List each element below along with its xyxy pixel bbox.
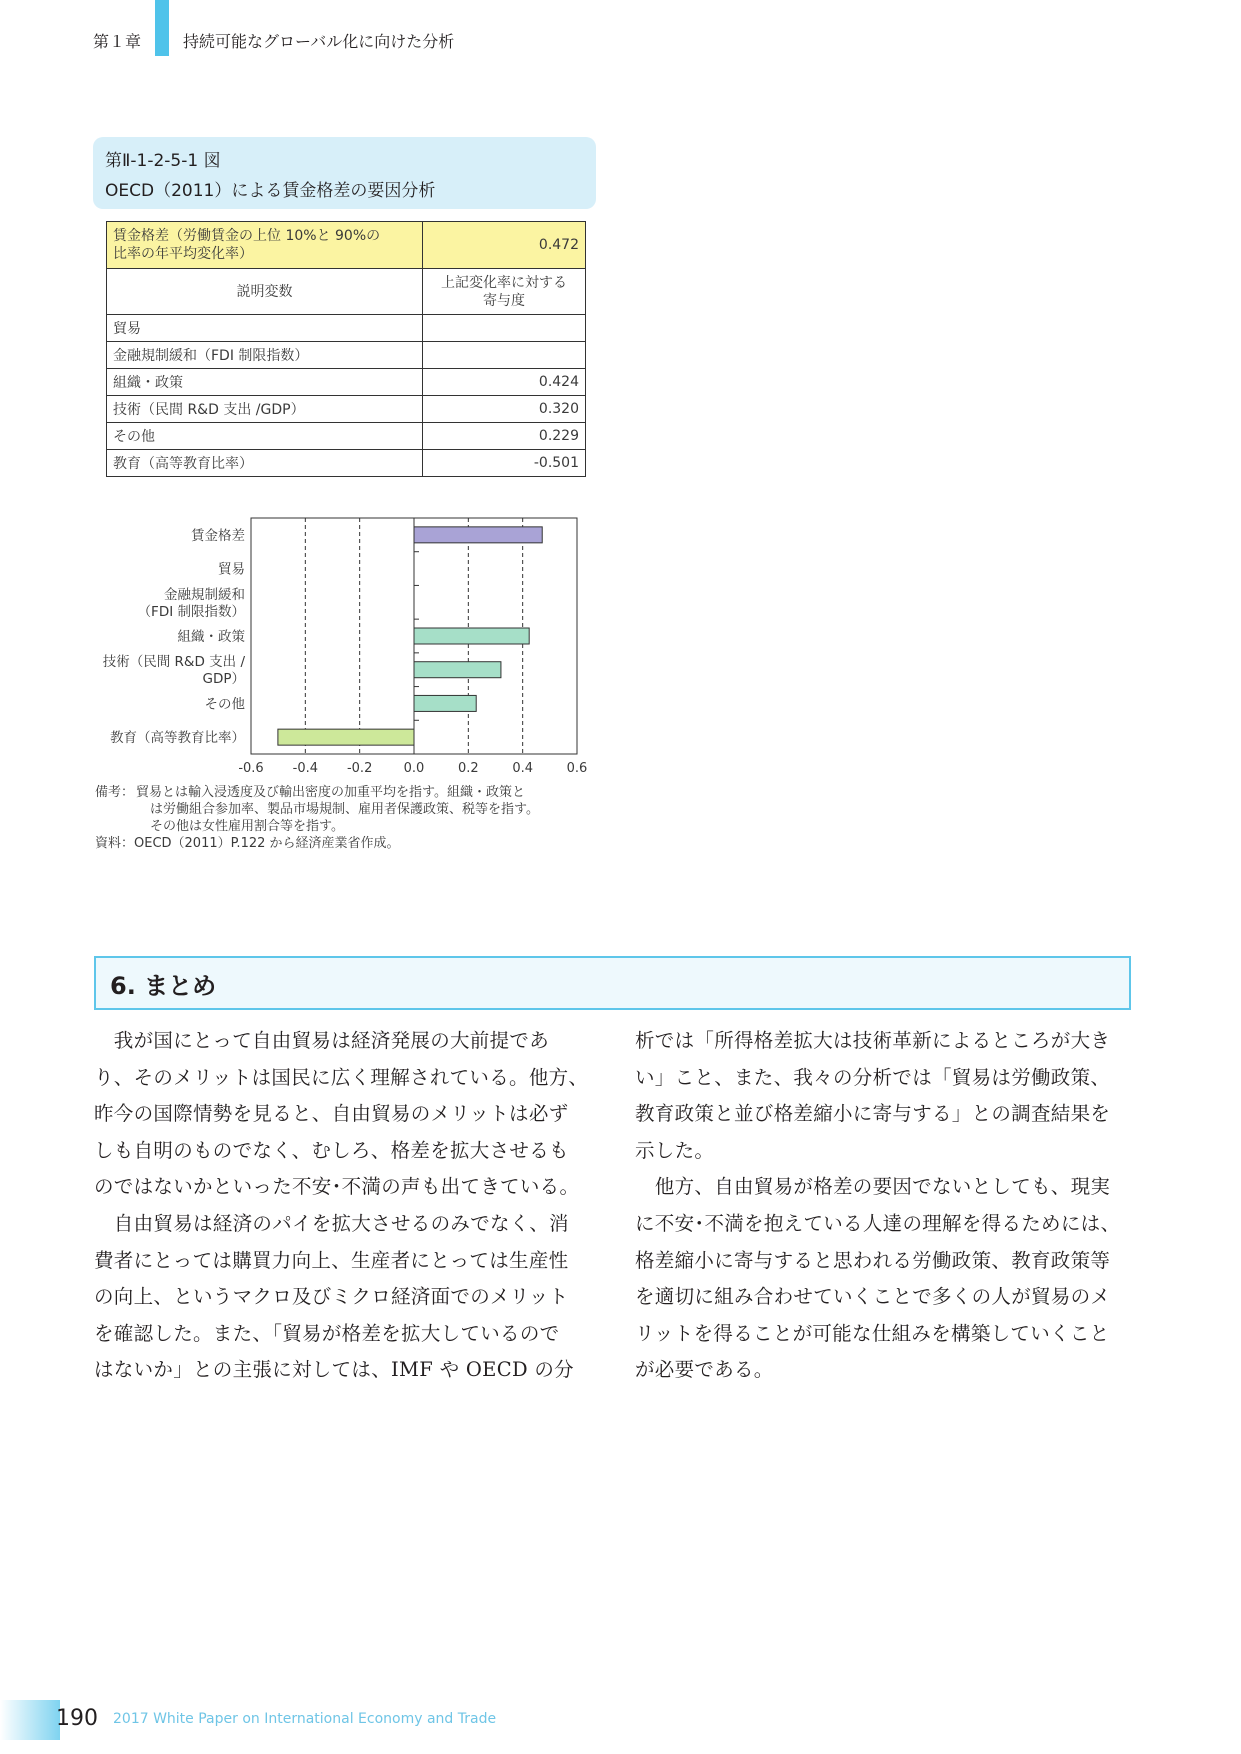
notes-text: その他は女性雇用割合等を指す。 <box>150 819 344 834</box>
table-row <box>107 369 586 396</box>
category-label: 賃金格差 <box>191 527 245 544</box>
table-label-line: 比率の年平均変化率） <box>113 246 253 262</box>
category-label: GDP） <box>202 671 245 688</box>
source-text: 資料：OECD（2011）P.122 から経済産業省作成。 <box>95 836 400 851</box>
body-text-line: が必要である。 <box>635 1358 774 1382</box>
body-text-line: 析では「所得格差拡大は技術革新によるところが大き <box>635 1029 1111 1052</box>
body-text-line: しも自明のものでなく、むしろ、格差を拡大させるも <box>94 1138 569 1162</box>
table-cell-label: 教育（高等教育比率） <box>107 450 423 477</box>
notes-label: 備考： <box>95 785 135 800</box>
footer-title: 2017 White Paper on International Economy and Trade <box>113 1711 497 1727</box>
x-tick-label: 0.6 <box>566 761 588 776</box>
x-tick-label: 0.0 <box>403 761 425 776</box>
page-number: 190 <box>56 1706 98 1731</box>
table-row <box>107 396 586 423</box>
table-cell-label: その他 <box>107 423 423 450</box>
table-cell-value: 0.424 <box>423 369 586 396</box>
table-cell-value: 0.320 <box>423 396 586 423</box>
x-tick-label: -0.2 <box>346 761 373 776</box>
category-label: 組織・政策 <box>177 629 245 645</box>
table-header-line: 上記変化率に対する <box>441 274 567 291</box>
chapter-title: 持続可能なグローバル化に向けた分析 <box>183 32 455 51</box>
table-cell-label: 組織・政策 <box>107 369 423 396</box>
category-label: 技術（民間 R&D 支出 / <box>102 654 245 671</box>
body-text-line: に不安･不満を抱えている人達の理解を得るためには、 <box>635 1212 1121 1235</box>
notes-text: は労働組合参加率、製品市場規制、雇用者保護政策、税等を指す。 <box>150 802 539 817</box>
section-heading: 6. まとめ <box>110 972 217 1000</box>
bar <box>414 628 529 644</box>
body-text-line: を適切に組み合わせていくことで多くの人が貿易のメ <box>635 1285 1111 1309</box>
body-text-line: 昨今の国際情勢を見ると、自由貿易のメリットは必ず <box>94 1102 569 1126</box>
table-header-row <box>107 269 586 315</box>
body-text-line: 格差縮小に寄与すると思われる労働政策、教育政策等 <box>635 1248 1111 1272</box>
category-label: 貿易 <box>218 561 245 578</box>
x-tick-label: 0.2 <box>457 761 479 776</box>
table-cell-value: -0.501 <box>423 450 586 477</box>
x-tick-label: -0.6 <box>238 761 264 776</box>
table-row <box>107 423 586 450</box>
table-row <box>107 450 586 477</box>
table-cell-value: 0.472 <box>423 222 586 269</box>
factor-table <box>106 221 586 477</box>
body-text-line: 我が国にとって自由貿易は経済発展の大前提であ <box>94 1029 550 1052</box>
bar <box>414 662 501 678</box>
body-text-line: 示した。 <box>635 1138 715 1162</box>
body-text-line: り、そのメリットは国民に広く理解されている。他方、 <box>94 1065 589 1089</box>
table-cell-label: 金融規制緩和（FDI 制限指数） <box>107 342 423 369</box>
x-tick-label: 0.4 <box>512 761 534 776</box>
table-cell-value <box>423 342 586 369</box>
body-text-line: 他方、自由貿易が格差の要因でないとしても、現実 <box>635 1175 1111 1199</box>
table-cell-value <box>423 315 586 342</box>
bar <box>414 695 476 711</box>
table-row <box>107 315 586 342</box>
footer-accent-bar <box>0 1700 60 1740</box>
category-label: 金融規制緩和 <box>164 586 245 603</box>
body-text-line: 費者にとっては購買力向上、生産者にとっては生産性 <box>94 1248 569 1272</box>
section-heading-box <box>94 956 1131 1010</box>
body-text-line: リットを得ることが可能な仕組みを構築していくこと <box>635 1321 1110 1345</box>
figure-number: 第Ⅱ-1-2-5-1 図 <box>105 151 221 171</box>
notes-text: 貿易とは輸入浸透度及び輸出密度の加重平均を指す。組織・政策と <box>136 785 525 800</box>
table-label-line: 賃金格差（労働賃金の上位 10%と 90%の <box>113 228 381 244</box>
x-tick-label: -0.4 <box>292 761 319 776</box>
table-row <box>107 222 586 269</box>
table-cell-value: 0.229 <box>423 423 586 450</box>
body-text-line: はないか」との主張に対しては、IMF や OECD の分 <box>94 1358 574 1382</box>
body-text-line: のではないかといった不安･不満の声も出てきている。 <box>94 1175 580 1199</box>
category-label: 教育（高等教育比率） <box>110 730 245 747</box>
body-text-line: を確認した。また、「貿易が格差を拡大しているので <box>94 1321 560 1345</box>
body-text-line: 自由貿易は経済のパイを拡大させるのみでなく、消 <box>94 1212 569 1235</box>
body-text-line: い」こと、また、我々の分析では「貿易は労働政策、 <box>635 1065 1111 1089</box>
body-text-line: の向上、というマクロ及びミクロ経済面でのメリット <box>94 1285 569 1309</box>
table-cell-label: 技術（民間 R&D 支出 /GDP） <box>107 396 423 423</box>
header-accent-bar <box>155 0 169 56</box>
category-label: その他 <box>204 696 245 713</box>
category-label: （FDI 制限指数） <box>137 603 245 620</box>
table-cell-label <box>107 222 423 269</box>
chapter-label: 第１章 <box>93 32 142 51</box>
bar <box>278 729 414 745</box>
table-header-cell <box>423 269 586 315</box>
table-row <box>107 342 586 369</box>
table-header-line: 寄与度 <box>483 292 525 309</box>
bar <box>414 527 542 543</box>
table-cell-label: 貿易 <box>107 315 423 342</box>
table-header-cell: 説明変数 <box>107 269 423 315</box>
body-text-line: 教育政策と並び格差縮小に寄与する」との調査結果を <box>635 1102 1111 1126</box>
factor-bar-chart <box>80 500 600 780</box>
figure-title: OECD（2011）による賃金格差の要因分析 <box>105 181 436 201</box>
